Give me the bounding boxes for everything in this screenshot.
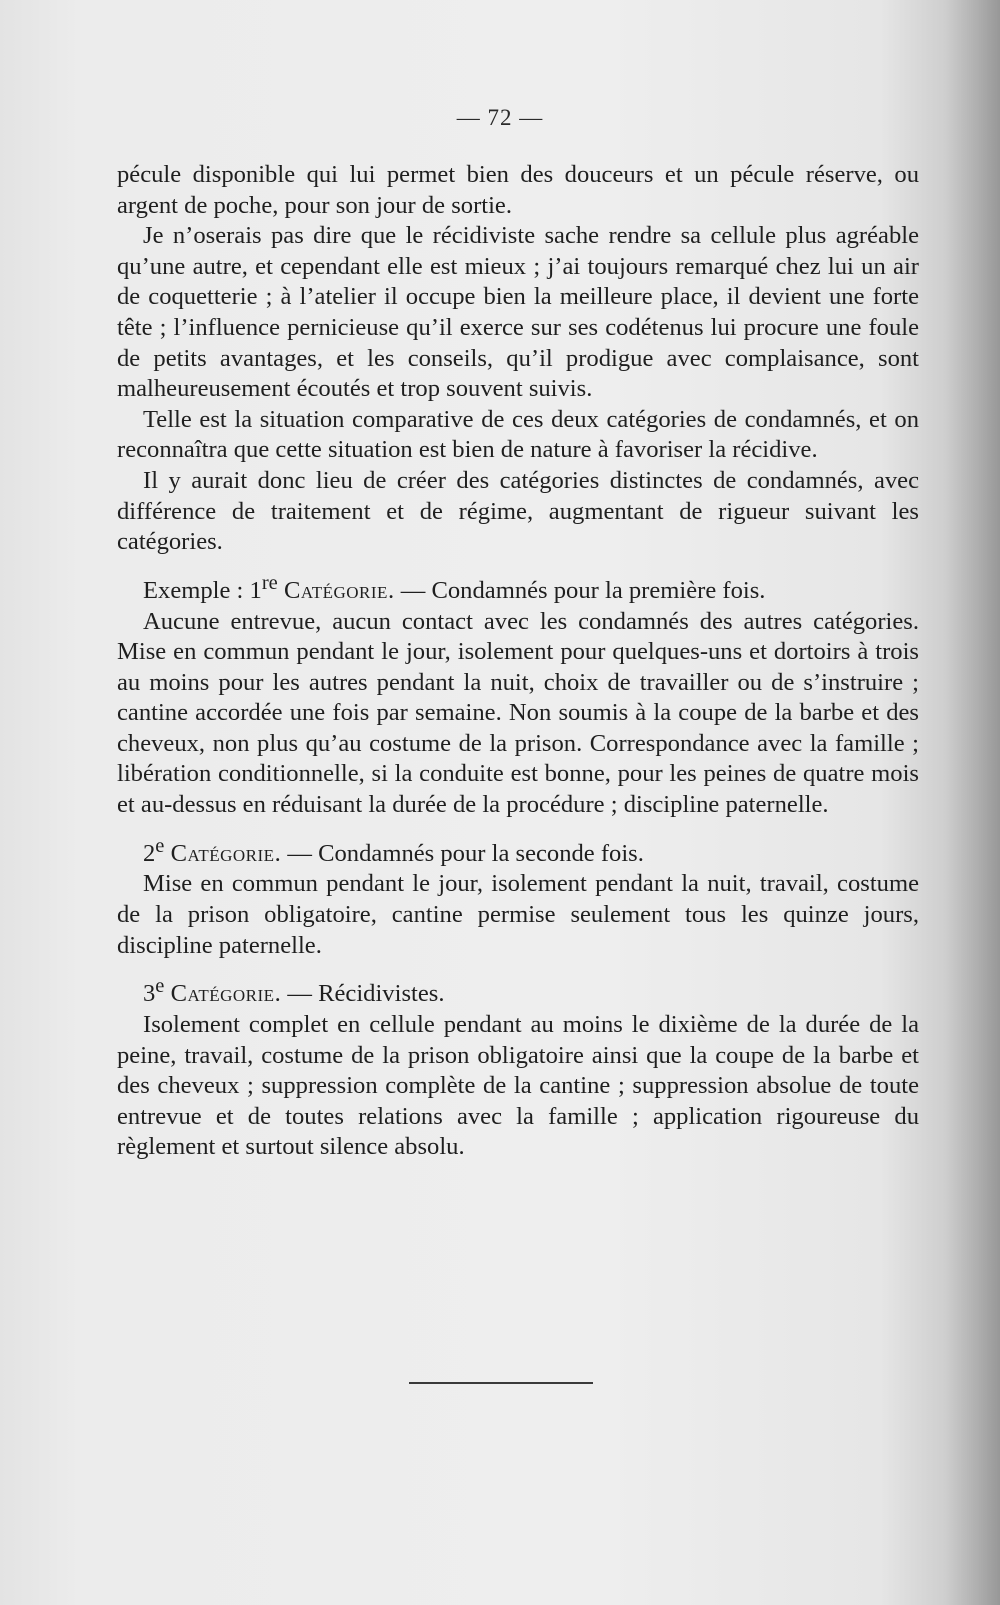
- category-3-heading: [117, 971, 919, 1010]
- paragraph-1: pécule disponible qui lui permet bien des douceurs et un pécule réserve, ou argent de poche, pour son jour de sortie.: [117, 161, 919, 219]
- category-2-label: Catégorie.: [170, 839, 282, 867]
- category-2-description: — Condamnés pour la seconde fois.: [281, 839, 644, 867]
- page-number: — 72 —: [456, 105, 544, 130]
- page-body: [117, 160, 919, 1163]
- category-3-ordinal: e: [155, 975, 165, 998]
- paragraph-category-3: Isolement complet en cellule pendant au moins le dixième de la durée de la peine, travail, costume de la prison obligatoire ainsi que la coupe de la barbe et des cheveux ; suppression complète de la cantine ; suppression absolue de toute entrevue et de toutes relations avec la famille ; application rigoureuse du règlement et surtout silence absolu.: [117, 1011, 919, 1161]
- end-rule: [409, 1382, 593, 1384]
- paragraph-category-2: Mise en commun pendant le jour, isolement pendant la nuit, travail, costume de la prison obligatoire, cantine permise seulement tous les quinze jours, discipline paternelle.: [117, 870, 919, 959]
- category-1-ordinal: re: [261, 571, 278, 594]
- binding-shadow: [945, 0, 1000, 1605]
- category-2-prefix: 2: [143, 839, 156, 867]
- paragraph-4: Il y aurait donc lieu de créer des catégories distinctes de condamnés, avec différence de traitement et de régime, augmentant de rigueur suivant les catégories.: [117, 466, 919, 556]
- category-3-description: — Récidivistes.: [281, 980, 445, 1008]
- paragraph-category-1: Aucune entrevue, aucun contact avec les condamnés des autres catégories. Mise en commun pendant le jour, isolement pour quelques-uns et dortoirs à trois au moins pour les autres pendant la nuit, choix de travailler ou de s’instruire ; cantine accordée une fois par semaine. Non soumis à la coupe de la barbe et des cheveux, non plus qu’au costume de la prison. Correspondance avec la famille ; libération conditionnelle, si la conduite est bonne, pour les peines de quatre mois et au-dessus en réduisant la durée de la procédure ; discipline paternelle.: [117, 607, 919, 819]
- paragraph-2: Je n’oserais pas dire que le récidiviste sache rendre sa cellule plus agréable qu’une autre, et cependant elle est mieux ; j’ai toujours remarqué chez lui un air de coquetterie ; à l’atelier il occupe bien la meilleure place, il devient une forte tête ; l’influence pernicieuse qu’il exerce sur ses codétenus lui procure une foule de petits avantages, et les conseils, qu’il prodigue avec complaisance, sont malheureusement écoutés et trop souvent suivis.: [117, 222, 919, 403]
- category-1-prefix: Exemple : 1: [143, 576, 262, 604]
- category-1-label: Catégorie.: [283, 576, 395, 604]
- paragraph-3: Telle est la situation comparative de ces deux catégories de condamnés, et on reconnaîtra que cette situation est bien de nature à favoriser la récidive.: [117, 405, 919, 464]
- category-3-label: Catégorie.: [170, 980, 282, 1008]
- category-1-heading: [117, 568, 919, 607]
- category-3-prefix: 3: [143, 980, 156, 1008]
- category-2-heading: [117, 831, 919, 870]
- category-2-ordinal: e: [155, 834, 165, 857]
- category-1-description: — Condamnés pour la première fois.: [394, 576, 766, 604]
